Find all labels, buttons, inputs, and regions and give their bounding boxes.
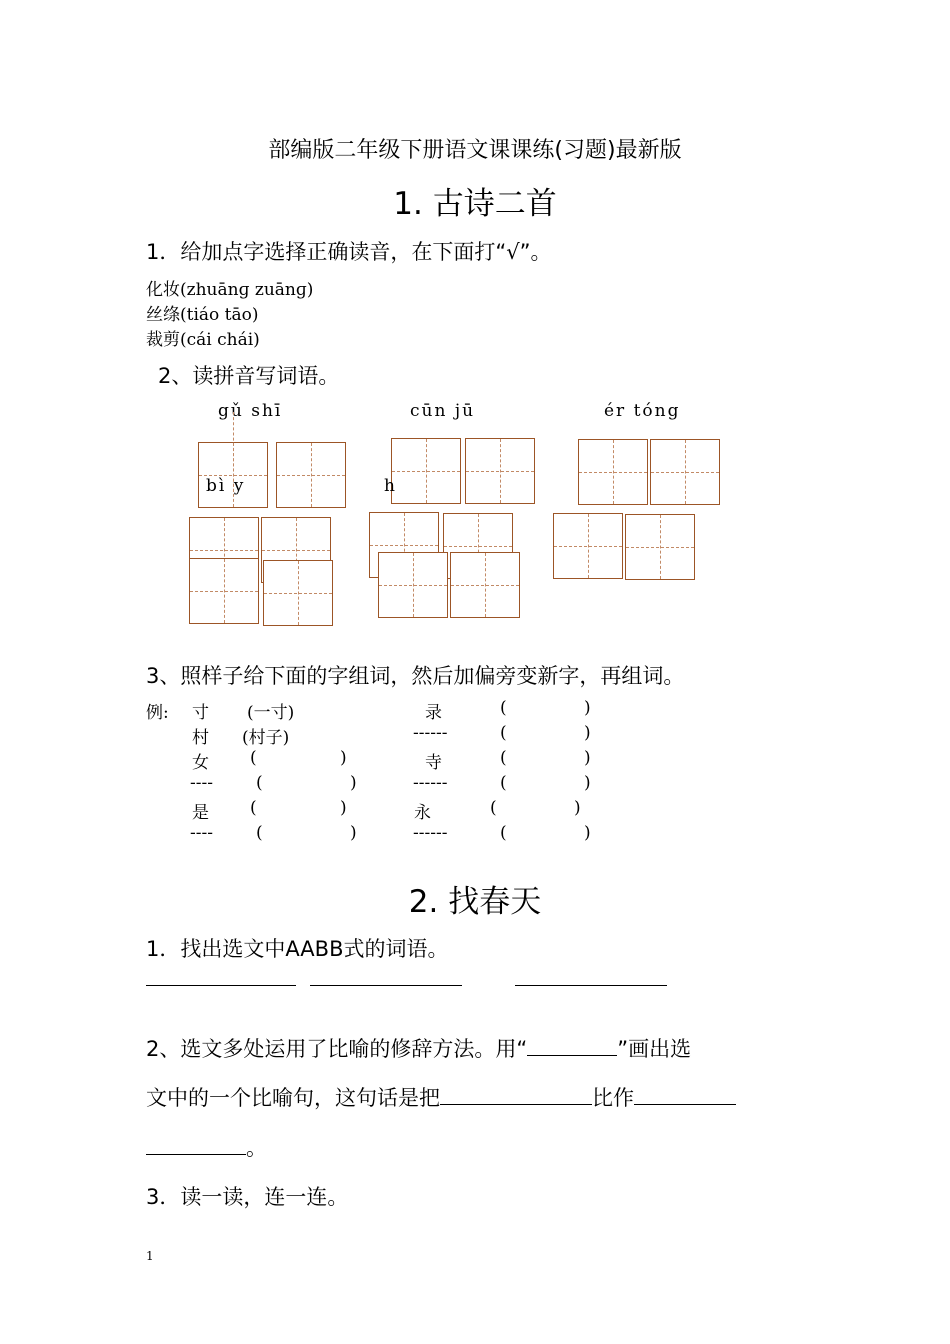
paren-close: ) <box>350 773 357 793</box>
blank-char[interactable]: ------ <box>413 823 448 843</box>
example-char: 录 <box>425 703 442 723</box>
pinyin-label: cūn jū <box>410 401 476 421</box>
pinyin-label: ér tóng <box>604 401 681 421</box>
pron-item <box>146 300 259 325</box>
lesson1-q3-prompt: 3、照样子给下面的字组词，然后加偏旁变新字，再组词。 <box>146 664 685 688</box>
paren-close: ) <box>584 773 591 793</box>
q2-text: 比作 <box>592 1086 634 1110</box>
answer-line[interactable] <box>515 985 667 986</box>
paren-open: ( <box>500 748 507 768</box>
paren-close: ) <box>584 823 591 843</box>
paren-open: ( <box>500 723 507 743</box>
example-label: 例: <box>146 703 169 723</box>
paren-close: ) <box>584 723 591 743</box>
writing-box[interactable] <box>450 552 520 618</box>
example-char: 寸 <box>192 703 209 723</box>
lesson2-q3-prompt: 3．读一读，连一连。 <box>146 1185 349 1209</box>
lesson1-q1-prompt: 1．给加点字选择正确读音，在下面打“√”。 <box>146 240 552 264</box>
pron-options: (tiáo tāo) <box>180 305 259 325</box>
paren-open: ( <box>490 798 497 818</box>
pinyin-label: h <box>384 476 397 496</box>
paren-close: ) <box>340 798 347 818</box>
pron-options: (cái chái) <box>180 330 260 350</box>
paren-close: ) <box>340 748 347 768</box>
blank-char[interactable]: ---- <box>190 823 213 843</box>
doc-title: 部编版二年级下册语文课课练(习题)最新版 <box>268 138 682 163</box>
example-char: 村 <box>192 728 209 748</box>
writing-box[interactable] <box>650 439 720 505</box>
paren-open: ( <box>500 698 507 718</box>
lesson2-title: 2. 找春天 <box>408 884 542 920</box>
answer-line[interactable] <box>146 1136 246 1155</box>
pron-item <box>146 325 260 350</box>
paren-close: ) <box>584 698 591 718</box>
example-char: 女 <box>192 753 209 773</box>
answer-line[interactable] <box>440 1086 592 1105</box>
answer-line[interactable] <box>310 985 462 986</box>
writing-box[interactable] <box>578 439 648 505</box>
paren-open: ( <box>250 798 257 818</box>
paren-open: ( <box>500 773 507 793</box>
blank-char[interactable]: ------ <box>413 773 448 793</box>
writing-box[interactable] <box>189 558 259 624</box>
lesson2-q2-line3 <box>146 1132 267 1162</box>
blank-char[interactable]: ------ <box>413 723 448 743</box>
writing-box[interactable] <box>625 514 695 580</box>
blank-char[interactable]: ---- <box>190 773 213 793</box>
writing-box[interactable] <box>276 442 346 508</box>
lesson2-q2-line1 <box>146 1033 691 1063</box>
writing-box[interactable] <box>378 552 448 618</box>
paren-open: ( <box>250 748 257 768</box>
pinyin-label: gǔ shī <box>218 401 283 421</box>
lesson1-q2-prompt: 2、读拼音写词语。 <box>158 364 340 388</box>
example-char: 永 <box>414 803 431 823</box>
writing-box[interactable] <box>465 438 535 504</box>
writing-box[interactable] <box>263 560 333 626</box>
q2-text: 。 <box>246 1136 267 1160</box>
lesson1-title: 1. 古诗二首 <box>393 186 557 222</box>
example-word: (村子) <box>242 728 290 748</box>
example-char: 是 <box>192 803 209 823</box>
pron-options: (zhuānɡ zuānɡ) <box>180 280 314 300</box>
paren-close: ) <box>584 748 591 768</box>
pron-item <box>146 275 313 300</box>
paren-open: ( <box>256 773 263 793</box>
page-number: 1 <box>146 1249 154 1263</box>
lesson2-q1-prompt: 1．找出选文中AABB式的词语。 <box>146 937 449 961</box>
answer-line[interactable] <box>527 1037 617 1056</box>
q2-text: ”画出选 <box>617 1037 692 1061</box>
writing-box[interactable] <box>391 438 461 504</box>
paren-open: ( <box>500 823 507 843</box>
pinyin-label: bì y <box>206 476 246 496</box>
paren-close: ) <box>350 823 357 843</box>
q2-text: 2、选文多处运用了比喻的修辞方法。用“ <box>146 1037 528 1061</box>
example-word: (一寸) <box>247 703 295 723</box>
pron-word: 化妆 <box>146 280 180 300</box>
writing-box[interactable] <box>553 513 623 579</box>
q2-text: 文中的一个比喻句，这句话是把 <box>146 1086 440 1110</box>
pron-word: 丝绦 <box>146 305 180 325</box>
pron-word: 裁剪 <box>146 330 180 350</box>
answer-line[interactable] <box>634 1086 736 1105</box>
paren-close: ) <box>574 798 581 818</box>
lesson2-q2-line2 <box>146 1082 736 1112</box>
answer-line[interactable] <box>146 985 296 986</box>
example-char: 寺 <box>425 753 442 773</box>
paren-open: ( <box>256 823 263 843</box>
